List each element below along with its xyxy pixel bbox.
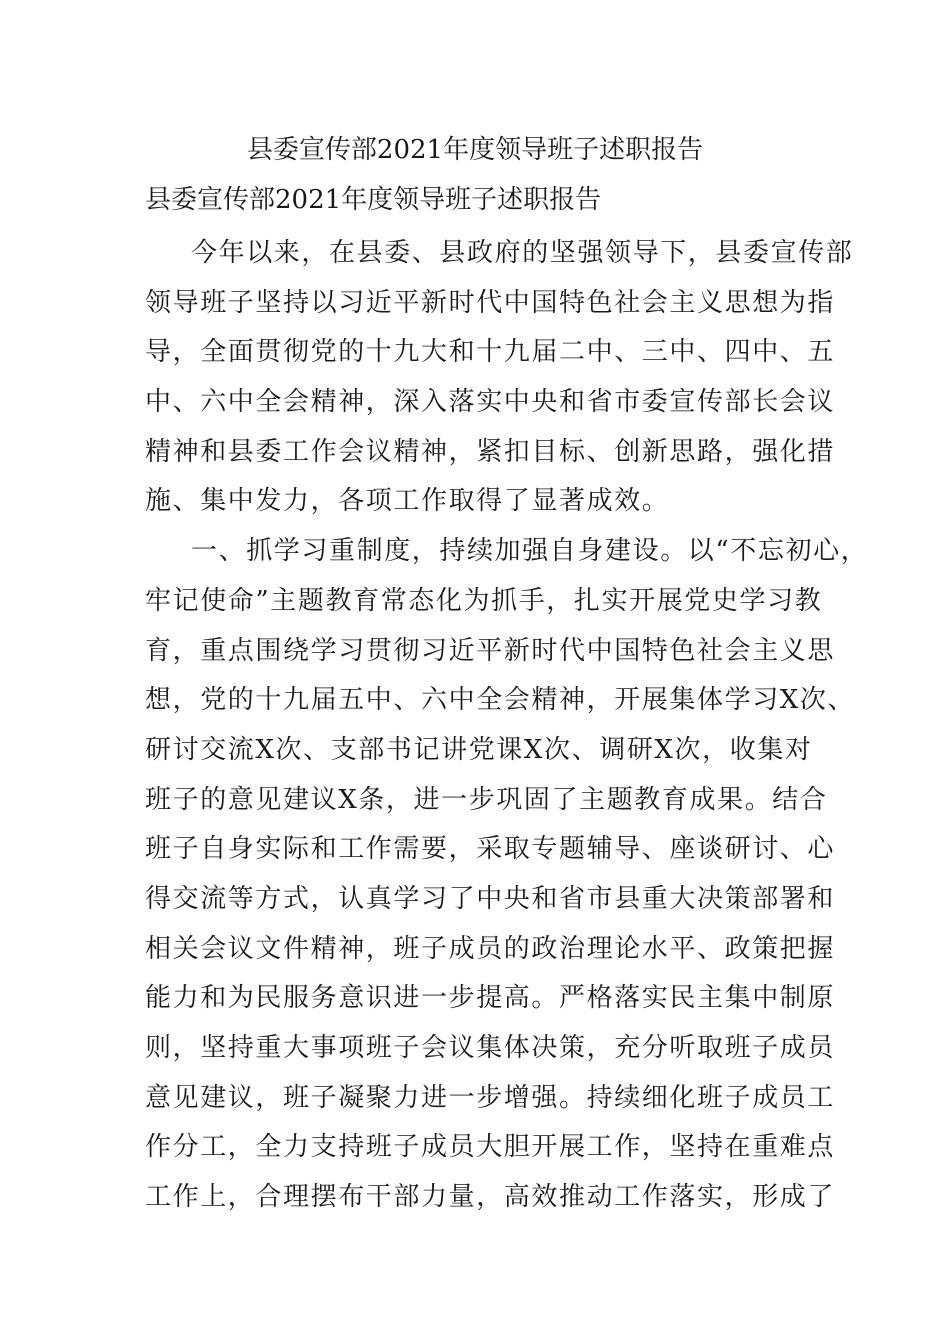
paragraph-1-line-2: 领导班子坚持以习近平新时代中国特色社会主义思想为指 xyxy=(145,287,836,318)
paragraph-2-line-12: 意见建议，班子凝聚力进一步增强。持续细化班子成员工 xyxy=(145,1082,836,1113)
paragraph-1-line-4: 中、六中全会精神，深入落实中央和省市委宣传部长会议 xyxy=(145,387,836,418)
paragraph-1-line-6: 施、集中发力，各项工作取得了显著成效。 xyxy=(145,486,670,517)
paragraph-2-line-8: 得交流等方式，认真学习了中央和省市县重大决策部署和 xyxy=(145,883,836,914)
paragraph-2-line-7: 班子自身实际和工作需要，采取专题辅导、座谈研讨、心 xyxy=(145,834,836,865)
paragraph-2-line-13: 作分工，全力支持班子成员大胆开展工作，坚持在重难点 xyxy=(145,1132,836,1163)
paragraph-1-line-5: 精神和县委工作会议精神，紧扣目标、创新思路，强化措 xyxy=(145,436,836,467)
paragraph-2-line-3: 育，重点围绕学习贯彻习近平新时代中国特色社会主义思 xyxy=(145,635,836,666)
paragraph-2-line-1: 一、抓学习重制度，持续加强自身建设。以“不忘初心， xyxy=(191,536,869,567)
paragraph-2-line-9: 相关会议文件精神，班子成员的政治理论水平、政策把握 xyxy=(145,933,836,964)
paragraph-2-line-2: 牢记使命”主题教育常态化为抓手，扎实开展党史学习教 xyxy=(145,585,823,616)
paragraph-2-line-14: 工作上，合理摆布干部力量，高效推动工作落实，形成了 xyxy=(145,1182,836,1213)
paragraph-2-line-10: 能力和为民服务意识进一步提高。严格落实民主集中制原 xyxy=(145,983,836,1014)
paragraph-1-line-3: 导，全面贯彻党的十九大和十九届二中、三中、四中、五 xyxy=(145,337,836,368)
paragraph-2-line-6: 班子的意见建议X条，进一步巩固了主题教育成果。结合 xyxy=(145,784,828,815)
paragraph-1-line-1: 今年以来，在县委、县政府的坚强领导下，县委宣传部 xyxy=(191,238,854,268)
paragraph-2-line-5: 研讨交流X次、支部书记讲党课X次、调研X次，收集对 xyxy=(145,734,813,765)
paragraph-2-line-11: 则，坚持重大事项班子会议集体决策，充分听取班子成员 xyxy=(145,1033,836,1063)
document-body xyxy=(145,229,869,1223)
document-subtitle: 县委宣传部2021年度领导班子述职报告 xyxy=(145,185,602,215)
document-title: 县委宣传部2021年度领导班子述职报告 xyxy=(246,135,704,165)
paragraph-2-line-4: 想，党的十九届五中、六中全会精神，开展集体学习X次、 xyxy=(145,685,856,716)
